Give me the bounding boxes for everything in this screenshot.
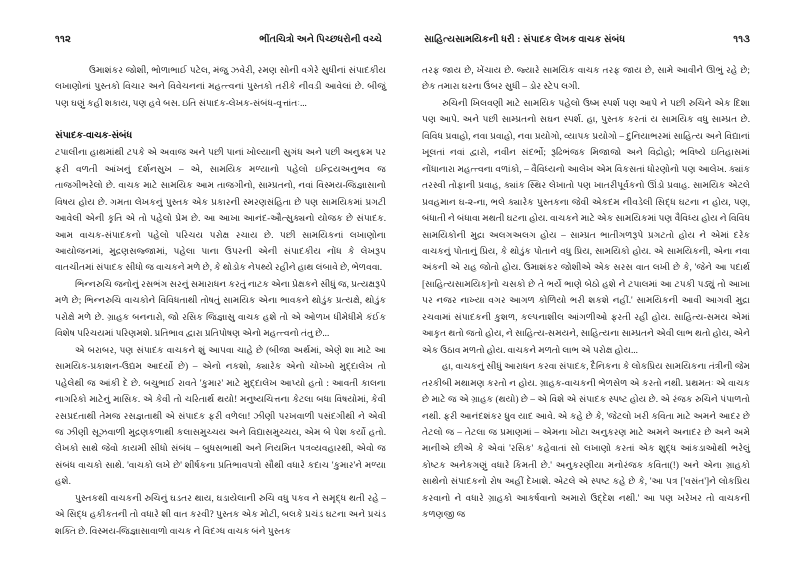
- verso-paragraph: ઉમાશંકર જોશી, ભોળાભાઈ પટેલ, મંજુ ઝવેરી, રમણ સોની વગેરે સુધીનાં સંપાદકીય લખાણોનાં પુસ્તકો વિચાર અને વિવેચનનાં મહત્ત્વનાં પુસ્તકો તરીકે નીવડી આવેલાં છે. બીજું પણ ઘણું કહી શકાય, પણ હવે બસ. ઇતિ સંપાદક-લેખક-સંબંધ-વૃત્તાંતઃ...: [55, 65, 386, 108]
- verso-running-head: [55, 34, 386, 50]
- verso-paragraph: ટપાલીના હાથમાંથી ટપકે એ અવાજ અને પછી પાનાં ખોલ્યાની સુગંધ અને પછી અનુક્રમ પર ફરી વળતી આંખનું દર્શનસુખ – એ, સામયિક મળ્યાનો પહેલો ઇન્દ્રિયઅનુભવ જ તાજગીભરેલો છે. વાચક માટે સામયિક આમ તાજગીનો, સામ્પ્રતનો, નવાં વિસ્મય-જિજ્ઞાસાનો વિષય હોય છે. ગમતા લેખકનું પુસ્તક એક પ્રકારની સ્મરણસંહિતા છે પણ સામયિકમાં પ્રગટી આવેલી એની કૃતિ એ તો પહેલો પ્રેમ છે. આ આખા આનંદ-ઔત્સુક્યનો યોજક છે સંપાદક. આમ વાચક-સંપાદકનો પહેલો પરિચય પરોક્ષ રચાય છે. પછી સામયિકનાં લખાણોના આયોજનમાં, મુદ્રણસજ્જામાં, પહેલા પાના ઉપરની એની સંપાદકીય નોંધ કે લેખરૂપ વાતચીતમાં સંપાદક સીધો જ વાચકને મળે છે, કે થોડોક નેપથ્યે રહીને હાથ લંબાવે છે, ભેળવવા.: [55, 147, 386, 273]
- recto-running-title: સાહિત્યસામયિકની ધરી : સંપાદક લેખક વાચક સંબંધ: [424, 35, 626, 45]
- verso-running-title: ભીંતચિત્રો અને પિચ્છધરોની વચ્ચે: [259, 35, 382, 45]
- recto-paragraph: તરફ જાય છે, ખેંચાય છે. જ્યારે સામયિક વાચક તરફ જાય છે, સામે આવીને ઊભું રહે છે; છેક તમારા ઘરના ઉંબર સુધી – ડોર સ્ટેપ લગી.: [422, 65, 750, 92]
- recto-folio-number: ૧૧૩: [733, 34, 750, 45]
- recto-text-column: [422, 62, 750, 523]
- recto-page: [400, 0, 800, 566]
- verso-folio-number: ૧૧૨: [55, 34, 71, 45]
- verso-paragraph: પુસ્તકથી વાચકની રુચિનું ઘડતર થાય, ઘડાયેલાની રુચિ વધુ પકવ ને સમૃદ્ધ થતી રહે – એ સિદ્ધ હકીકતની તો વધારે શી વાત કરવી? પુસ્તક એક મોટી, બલકે પ્રચંડ ઘટના અને પ્રચંડ શક્તિ છે. વિસ્મય-જિજ્ઞાસાવાળો વાચક ને વિદગ્ધ વાચક બંને પુસ્તક: [55, 492, 386, 536]
- verso-paragraph: ભિન્નરુચિ જનોનું રસભંગ સરનું સમારાધન કરતું નાટક એના પ્રેક્ષકને સીધું જ, પ્રત્યક્ષરૂપે મળે છે; ભિન્નરુચિ વાચકોને વિવિધતાથી તોષતું સામયિક એના ભાવકને થોડુંક પ્રત્યક્ષે, થોડુંક પરોક્ષે મળે છે. ગ્રાહક બનનારો, જો રસિક જિજ્ઞાસુ વાચક હશે તો એ ઓળખ ધીમેધીમે કંઈક વિશેષ પરિચયમાં પરિણમશે. પ્રતિભાવ દ્વારા પ્રતિપોષણ એનો મહત્ત્વનો તંતુ છે...: [55, 278, 386, 339]
- verso-paragraph: એ બરાબર, પણ સંપાદક વાચકને શું આપવા ચાહે છે (બીજા અર્થમાં, એણે શા માટે આ સામયિક-પ્રકાશન-ઉદ્યમ આદર્યો છે) – એનો નકશો, ક્યારેક એનો ચોખ્ખો મુદ્દાલેખ તો પહેલેથી જ આંકી દે છે. બચુભાઈ રાવતે 'કુમાર' માટે મુદ્દાલેખ આપ્યો હતો : આવતી કાલના નાગરિકો માટેનું માસિક. એ કેવી તો ચરિતાર્થ થયો! મનુષ્યચિત્તના કેટલા બધા વિષયોમાં, કેવી રસપ્રદતાથી તેમજ રસજ્ઞતાથી એ સંપાદક ફરી વળેલા! ઝીણી પરખવાળી પસંદગીથી ને એવી જ ઝીણી સૂઝવાળી મુદ્રણકળાથી કલાસમુચ્ચય અને વિદ્યાસમુચ્ચય, એમ બે પેશ કર્યો હતો. લેખકો સાથે જેવો કાયમી સીધો સંબંધ – બુધસભાથી અને નિયમિત પત્રવ્યવહારથી, એવો જ સંબંધ વાચકો સાથે. 'વાચકો લખે છે' શીર્ષકના પ્રતિભાવપત્રો સૌથી વધારે કદાચ 'કુમાર'ને મળ્યા હશે.: [55, 344, 386, 487]
- recto-paragraph: રુચિની ખિલવણી માટે સામયિક પહેલો ઉષ્મ સ્પર્શ પણ આપે ને પછી રુચિને એક દિશા પણ આપે. અને પછી સામ્પ્રતનો સઘન સ્પર્શ. હા, પુસ્તક કરતાં ય સામયિક વધુ સામ્પ્રત છે. વિવિધ પ્રવાહો, નવા પ્રવાહો, નવા પ્રયોગો, વ્યાપક પ્રયોગો – દુનિયાભરમાં સાહિત્ય અને વિદ્યાનાં ખૂલતાં નવાં દ્વારો, નવીન સંદર્ભો; રૂઢિભંજક મિજાજો અને વિદ્રોહો; ભવિષ્યે ઇતિહાસમાં નોંધાનારા મહત્ત્વના વળાંકો, – વૈવિધ્યનો આલેખ એમ વિકસતાં ધોરણોનો પણ આલેખ. ક્યાંક તરસ્વી તોફાની પ્રવાહ, ક્યાંક સ્થિર લેખાતો પણ ખાતરીપૂર્વકનો ઊંડો પ્રવાહ. સામયિક એટલે પ્રવહમાન ઘ-૨-ના, ભલે ક્યારેક પુસ્તકના જેવી એકદમ નીવડેલી સિદ્ધ ઘટના ન હોય, પણ, બંધાતી ને બંધાવા મથતી ઘટના હોય. વાચકને માટે એક સામયિકમાં પણ વૈવિધ્ય હોય ને વિવિધ સામયિકોની મુદ્રા અલગઅલગ હોય – સામ્પ્રત ભાતીગળરૂપે પ્રગટતો હોય ને એમાં દરેક વાચકનું પોતાનું પ્રિય, કે થોડુંક પોતાને વધુ પ્રિય, સામયિકો હોય. એ સામયિકની, એના નવા અંકની એ રાહ જોતો હોય. ઉમાશંકર જોશીએ એક સરસ વાત લખી છે કે, 'જેને આ પદાર્થ [સાહિત્યસામયિક]નો ચસકો છે તે ભર્યે ભાણે બેઠો હશે ને ટપાલમાં આ ટપકી પડ્યું તો આખા પર નજર નાખ્યા વગર આગળ કોળિયો ભરી શકશે નહીં.' સામયિકની આવી આગવી મુદ્રા રચવામાં સંપાદકની કુશળ, કલ્પનાશીલ આંગળીઓ ફરતી રહી હોય. સાહિત્ય-સમય એમાં આકૃત થતો જતો હોય, ને સાહિત્ય-સમયને, સાહિત્યના સામ્પ્રતને એવી લાભ થતો હોય, એને એક ઉઠાવ મળતો હોય. વાચકને મળતો લાભ એ પરોક્ષ હોય...: [422, 97, 750, 355]
- verso-text-column: [55, 62, 386, 539]
- recto-paragraph: હા, વાચકનું સીધું આરાધન કરવા સંપાદક, દૈનિકના કે લોકપ્રિય સામયિકના તંત્રીની જેમ તરકીબી મથામણ કરતો ન હોય. ગ્રાહક-વાચકની ભેળસેળ એ કરતો નથી. પ્રથમતઃ એ વાચક છે માટે જ એ ગ્રાહક (થયો) છે – એ વિશે એ સંપાદક સ્પષ્ટ હોય છે. એ રંજક રુચિને પંપાળતો નથી. ફરી આનંદશંકર ધ્રુવ યાદ આવે. એ કહે છે કે, 'જેટલો ખરી કવિતા માટે અમને આદર છે તેટલો જ – તેટલા જ પ્રમાણમાં – એમના ખોટા અનુકરણ માટે અમને અનાદર છે અને અમે માનીએ છીએ કે એવાં 'રસિક' કહેવાતાં સો લખાણો કરતાં એક શુદ્ધ આંકડાઓથી ભરેલું કોષ્ટક અનેકગણું વધારે કિમતી છે.' અનુકરણીયા મનોરંજક કવિતા(!) અને એના ગ્રાહકો સાથેનો સંપાદકનો રોષ અહીં દેખાશે. એટલે એ સ્પષ્ટ કહે છે કે, 'આ પત્ર ['વસંત']ને લોકપ્રિય કરવાનો ને વધારે ગ્રાહકો આકર્ષવાનો અમારો ઉદ્દેશ નથી.' આ પણ ખરેખર તો વાચકની કળણજી જ: [422, 361, 750, 520]
- section-heading: સંપાદક-વાચક-સંબંધ: [55, 130, 133, 141]
- recto-running-head: [422, 34, 750, 50]
